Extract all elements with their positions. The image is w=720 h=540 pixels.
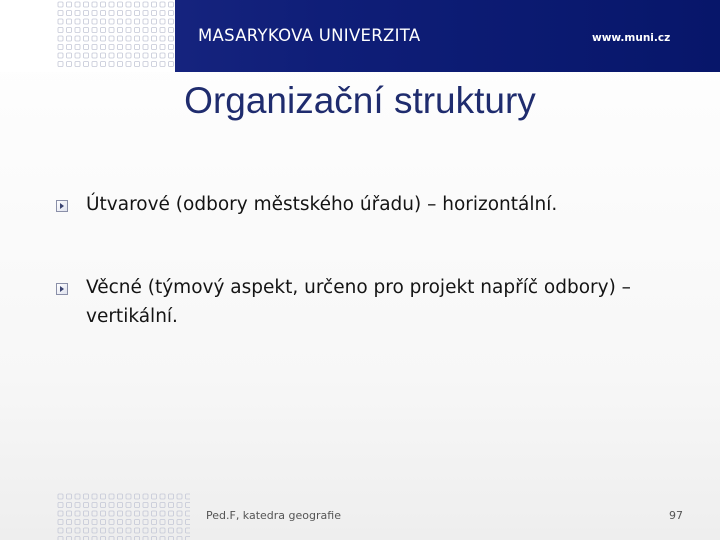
dot (101, 45, 106, 50)
dot (135, 28, 140, 33)
dot (118, 45, 123, 50)
dot (118, 62, 123, 67)
dot (67, 36, 72, 41)
dot (160, 503, 165, 508)
dot (58, 528, 63, 533)
dot (135, 36, 140, 41)
dot (126, 494, 131, 499)
dot (109, 11, 114, 16)
dot (118, 36, 123, 41)
dot (84, 503, 89, 508)
dot (152, 62, 157, 67)
logo-dot-pattern (0, 0, 175, 72)
dot (92, 520, 97, 525)
dot (101, 528, 106, 533)
dot (177, 494, 182, 499)
dot (101, 511, 106, 516)
dot (58, 36, 63, 41)
dot (126, 511, 131, 516)
dot (58, 511, 63, 516)
dot (101, 11, 106, 16)
dot (67, 494, 72, 499)
dot (160, 2, 165, 7)
dot (92, 528, 97, 533)
dot (84, 537, 89, 540)
dot (75, 494, 80, 499)
dot (169, 503, 174, 508)
dot (92, 28, 97, 33)
dot (126, 36, 131, 41)
dot (101, 2, 106, 7)
dot (169, 19, 174, 24)
dot (135, 511, 140, 516)
dot (75, 2, 80, 7)
dot (160, 528, 165, 533)
dot (126, 520, 131, 525)
dot (186, 511, 191, 516)
dot (67, 11, 72, 16)
dot (160, 28, 165, 33)
dot (118, 53, 123, 58)
dot (152, 503, 157, 508)
dot (118, 494, 123, 499)
dot (152, 520, 157, 525)
dot (92, 537, 97, 540)
dot (152, 36, 157, 41)
dot (126, 19, 131, 24)
dot (58, 62, 63, 67)
dot (118, 511, 123, 516)
dot (126, 2, 131, 7)
dot (109, 62, 114, 67)
dot (101, 494, 106, 499)
dot (169, 11, 174, 16)
dot (58, 537, 63, 540)
dot (135, 62, 140, 67)
dot (152, 537, 157, 540)
dot (92, 503, 97, 508)
dot (67, 19, 72, 24)
bullet-item (56, 273, 706, 331)
dot (92, 11, 97, 16)
dot (143, 36, 148, 41)
dot (109, 528, 114, 533)
dot (152, 19, 157, 24)
dot (84, 53, 89, 58)
dot (126, 28, 131, 33)
dot (58, 494, 63, 499)
dot (109, 36, 114, 41)
dot (169, 537, 174, 540)
dot (177, 520, 182, 525)
dot (135, 45, 140, 50)
dot (126, 537, 131, 540)
dot (75, 45, 80, 50)
dot (75, 537, 80, 540)
dot (135, 537, 140, 540)
dot (118, 11, 123, 16)
page-number: 97 (669, 509, 683, 522)
dot (152, 2, 157, 7)
dot (75, 53, 80, 58)
dot (67, 520, 72, 525)
dot (118, 19, 123, 24)
dot (67, 2, 72, 7)
dot (84, 2, 89, 7)
dot (135, 53, 140, 58)
dot (84, 45, 89, 50)
dot (109, 45, 114, 50)
dot (58, 19, 63, 24)
dot (101, 19, 106, 24)
dot (84, 62, 89, 67)
dot (67, 28, 72, 33)
dot (75, 503, 80, 508)
dot (186, 494, 191, 499)
dot (84, 520, 89, 525)
dot (143, 520, 148, 525)
dot (118, 28, 123, 33)
dot (160, 45, 165, 50)
dot (143, 11, 148, 16)
dot (84, 528, 89, 533)
dot (109, 511, 114, 516)
dot (160, 520, 165, 525)
dot (152, 528, 157, 533)
dot (101, 520, 106, 525)
dot (75, 28, 80, 33)
dot (169, 520, 174, 525)
dot (109, 537, 114, 540)
dot (101, 503, 106, 508)
dot (135, 528, 140, 533)
dot (67, 528, 72, 533)
dot (101, 537, 106, 540)
dot (84, 28, 89, 33)
dot (135, 503, 140, 508)
dot (143, 2, 148, 7)
dot (58, 53, 63, 58)
dot (152, 494, 157, 499)
dot (67, 511, 72, 516)
dot (177, 511, 182, 516)
dot (75, 62, 80, 67)
dot (160, 494, 165, 499)
dot (75, 520, 80, 525)
dot (169, 62, 174, 67)
footer-dot-pattern (50, 492, 190, 540)
dot (67, 537, 72, 540)
bullet-text: Věcné (týmový aspekt, určeno pro projekt napříč odbory) – vertikální. (86, 277, 631, 327)
dot (58, 28, 63, 33)
dot (160, 11, 165, 16)
dot (143, 45, 148, 50)
dot (135, 19, 140, 24)
dot (126, 62, 131, 67)
dot (169, 2, 174, 7)
dot (126, 503, 131, 508)
dot (152, 53, 157, 58)
dot (169, 53, 174, 58)
dot (143, 62, 148, 67)
dot (169, 511, 174, 516)
dot (84, 11, 89, 16)
dot (126, 53, 131, 58)
dot (169, 36, 174, 41)
dot (135, 11, 140, 16)
dot (169, 528, 174, 533)
dot (160, 53, 165, 58)
dot (152, 511, 157, 516)
dot (118, 528, 123, 533)
dot (135, 520, 140, 525)
dot (58, 503, 63, 508)
dot (92, 36, 97, 41)
dot (126, 528, 131, 533)
dot (186, 520, 191, 525)
bullet-text: Útvarové (odbory městského úřadu) – horizontální. (86, 194, 558, 215)
dot (143, 28, 148, 33)
dot (58, 520, 63, 525)
dot (92, 45, 97, 50)
dot (109, 53, 114, 58)
dot (75, 36, 80, 41)
dot (92, 494, 97, 499)
header-bar (0, 0, 720, 72)
bullet-list (56, 190, 706, 331)
dot (92, 53, 97, 58)
dot (126, 45, 131, 50)
dot (160, 62, 165, 67)
dot (118, 2, 123, 7)
dot (84, 494, 89, 499)
bullet-item (56, 190, 706, 219)
bullet-icon (56, 283, 68, 295)
dot (75, 11, 80, 16)
dot (58, 2, 63, 7)
dot (109, 520, 114, 525)
dot (160, 511, 165, 516)
dot (152, 11, 157, 16)
dot (109, 503, 114, 508)
dot (101, 36, 106, 41)
dot (169, 45, 174, 50)
dot (67, 53, 72, 58)
dot (160, 36, 165, 41)
dot (101, 28, 106, 33)
footer-text: Ped.F, katedra geografie (206, 509, 341, 522)
dot (67, 45, 72, 50)
dot (135, 494, 140, 499)
dot (67, 503, 72, 508)
dot (160, 537, 165, 540)
dot (101, 53, 106, 58)
dot (109, 2, 114, 7)
dot (92, 2, 97, 7)
dot (92, 511, 97, 516)
dot (186, 528, 191, 533)
dot (143, 53, 148, 58)
dot (118, 537, 123, 540)
dot (109, 28, 114, 33)
dot (58, 45, 63, 50)
dot (186, 503, 191, 508)
dot (143, 528, 148, 533)
dot (92, 62, 97, 67)
website-link[interactable]: www.muni.cz (592, 32, 671, 44)
dot (58, 11, 63, 16)
dot (75, 528, 80, 533)
bullet-icon (56, 200, 68, 212)
dot (143, 19, 148, 24)
dot (118, 520, 123, 525)
dot (84, 19, 89, 24)
dot (152, 28, 157, 33)
university-name: MASARYKOVA UNIVERZITA (198, 26, 421, 45)
slide-title: Organizační struktury (184, 80, 536, 121)
dot (177, 537, 182, 540)
dot (143, 511, 148, 516)
dot (109, 494, 114, 499)
dot (169, 494, 174, 499)
dot (75, 511, 80, 516)
dot (160, 19, 165, 24)
dot (143, 537, 148, 540)
dot (118, 503, 123, 508)
dot (75, 19, 80, 24)
dot (109, 19, 114, 24)
dot (67, 62, 72, 67)
dot (152, 45, 157, 50)
dot (84, 511, 89, 516)
dot (135, 2, 140, 7)
dot (143, 494, 148, 499)
dot (177, 503, 182, 508)
dot (84, 36, 89, 41)
dot (126, 11, 131, 16)
dot (101, 62, 106, 67)
dot (186, 537, 191, 540)
dot (177, 528, 182, 533)
dot (92, 19, 97, 24)
dot (169, 28, 174, 33)
dot (143, 503, 148, 508)
